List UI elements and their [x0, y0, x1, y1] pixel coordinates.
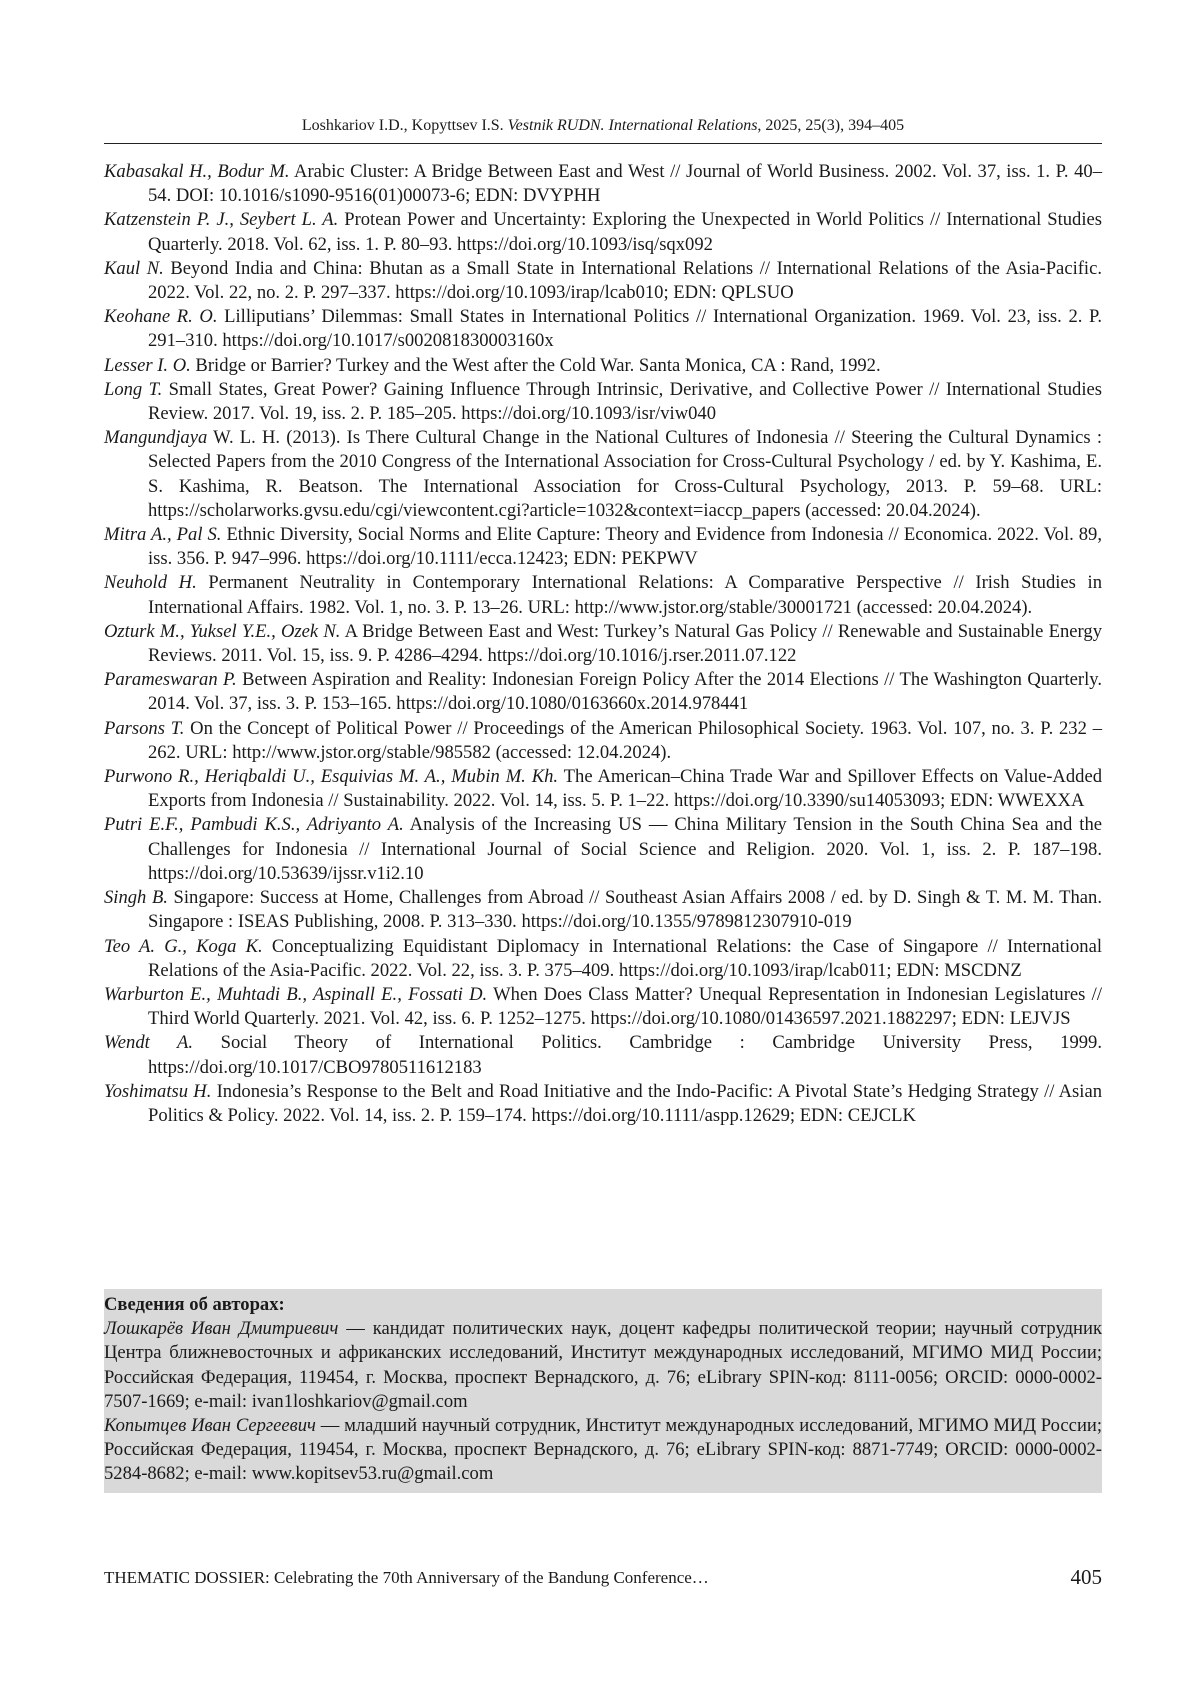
author-details: — кандидат политических наук, доцент кафедры политической теории; научный сотрудник Центра ближневосточных и африканских исследований, Институт международных исследований, МГИМО МИД России; Российская Федерация, 119454, г. Москва, проспект Вернадского, д. 76; eLibrary SPIN-код: 8111-0056; ORCID: 0000-0002-7507-1669; e-mail: ivan1loshkariov@gmail.com — [104, 1318, 1102, 1412]
reference-authors: Yoshimatsu H. — [104, 1080, 212, 1102]
reference-text: Singapore: Success at Home, Challenges from Abroad // Southeast Asian Affairs 2008 / ed. by D. Singh & T. M. M. Than. Singapore : ISEAS Publishing, 2008. P. 313–330. https://doi.org/10.1355/9789812307910-019 — [148, 887, 1102, 933]
reference-authors: Kabasakal H., Bodur M. — [104, 161, 290, 182]
reference-item — [104, 257, 1102, 305]
authors-info-heading: Сведения об авторах: — [104, 1294, 285, 1315]
reference-text: Protean Power and Uncertainty: Exploring the Unexpected in World Politics // International Studies Quarterly. 2018. Vol. 62, iss. 1. P. 80–93. https://doi.org/10.1093/isq/sqx092 — [148, 209, 1102, 255]
reference-item — [104, 1031, 1102, 1079]
author-name: Копытцев Иван Сергеевич — [104, 1415, 316, 1437]
reference-text: Indonesia’s Response to the Belt and Road Initiative and the Indo-Pacific: A Pivotal State’s Hedging Strategy // Asian Politics & Policy. 2022. Vol. 14, iss. 2. P. 159–174. https://doi.org/10.1111/aspp.12629; EDN: CEJCLK — [148, 1080, 1102, 1126]
reference-text: Social Theory of International Politics. Cambridge : Cambridge University Press, 1999. https://doi.org/10.1017/CBO9780511612183 — [148, 1032, 1102, 1078]
reference-authors: Ozturk M., Yuksel Y.E., Ozek N. — [104, 620, 341, 642]
reference-item — [104, 305, 1102, 353]
reference-authors: Lesser I. O. — [104, 354, 191, 376]
running-head — [104, 116, 1102, 136]
reference-item — [104, 620, 1102, 668]
reference-text: Beyond India and China: Bhutan as a Small State in International Relations // International Relations of the Asia-Pacific. 2022. Vol. 22, no. 2. P. 297–337. https://doi.org/10.1093/irap/lcab010; EDN: QPLSUO — [148, 257, 1102, 304]
reference-authors: Kaul N. — [104, 257, 164, 279]
reference-text: Small States, Great Power? Gaining Influence Through Intrinsic, Derivative, and Collective Power // International Studies Review. 2017. Vol. 19, iss. 2. P. 185–205. https://doi.org/10.1093/isr/viw040 — [148, 378, 1102, 425]
reference-text: Bridge or Barrier? Turkey and the West after the Cold War. Santa Monica, CA : Rand, 1992. — [190, 354, 881, 376]
reference-item — [104, 1080, 1102, 1128]
reference-authors: Keohane R. O. — [104, 306, 218, 328]
reference-authors: Warburton E., Muhtadi B., Aspinall E., Fossati D. — [104, 983, 488, 1005]
reference-authors: Putri E.F., Pambudi K.S., Adriyanto A. — [104, 814, 404, 836]
reference-text: Between Aspiration and Reality: Indonesian Foreign Policy After the 2014 Elections // The Washington Quarterly. 2014. Vol. 37, iss. 3. P. 153–165. https://doi.org/10.1080/0163660x.2014.978441 — [148, 669, 1103, 715]
reference-text: Permanent Neutrality in Contemporary International Relations: A Comparative Perspective // Irish Studies in International Affairs. 1982. Vol. 1, no. 3. P. 13–26. URL: http://www.jstor.org/stable/30001721 (accessed: 20.04.2024). — [148, 572, 1103, 618]
reference-text: Analysis of the Increasing US — China Military Tension in the South China Sea and the Challenges for Indonesia // International Journal of Social Science and Religion. 2020. Vol. 1, iss. 2. P. 187–198. https://doi.org/10.53639/ijssr.v1i2.10 — [148, 814, 1102, 884]
reference-item — [104, 523, 1102, 571]
reference-authors: Wendt A. — [104, 1032, 194, 1054]
reference-item — [104, 378, 1102, 426]
reference-item — [104, 983, 1102, 1031]
reference-authors: Mangundjaya — [104, 427, 208, 449]
reference-text: On the Concept of Political Power // Proceedings of the American Philosophical Society. 1963. Vol. 107, no. 3. P. 232 – 262. URL: http://www.jstor.org/stable/985582 (accessed: 12.04.2024). — [148, 717, 1102, 763]
footer-dossier-title: THEMATIC DOSSIER: Celebrating the 70th Anniversary of the Bandung Conference… — [104, 1568, 709, 1587]
reference-authors: Singh B. — [104, 887, 168, 909]
running-head-journal: Vestnik RUDN. International Relations — [507, 117, 758, 134]
reference-text: A Bridge Between East and West: Turkey’s Natural Gas Policy // Renewable and Sustainable Energy Reviews. 2011. Vol. 15, iss. 9. P. 4286–4294. https://doi.org/10.1016/j.rser.2011.07.122 — [148, 620, 1102, 667]
reference-authors: Katzenstein P. J., Seybert L. A. — [104, 209, 339, 231]
reference-item — [104, 668, 1102, 716]
reference-authors: Mitra A., Pal S. — [104, 524, 222, 546]
reference-text: Lilliputians’ Dilemmas: Small States in International Politics // International Organization. 1969. Vol. 23, iss. 2. P. 291–310. https://doi.org/10.1017/s002081830003160x — [148, 306, 1102, 352]
reference-authors: Parsons T. — [104, 717, 185, 739]
reference-item — [104, 886, 1102, 934]
running-head-issue: , 2025, 25(3), 394–405 — [757, 117, 905, 134]
author-name: Лошкарёв Иван Дмитриевич — [104, 1318, 339, 1340]
reference-text: W. L. H. (2013). Is There Cultural Change in the National Cultures of Indonesia // Steering the Cultural Dynamics : Selected Papers from the 2010 Congress of the International Association for Cross-Cultural Psychology / ed. by Y. Kashima, E. S. Kashima, R. Beatson. The International Association for Cross-Cultural Psychology, 2013. P. 59–68. URL: https://scholarworks.gvsu.edu/cgi/viewcontent.cgi?article=1032&context=iaccp_papers (accessed: 20.04.2024). — [148, 427, 1102, 521]
reference-authors: Purwono R., Heriqbaldi U., Esquivias M. A., Mubin M. Kh. — [104, 766, 559, 788]
header-rule — [104, 143, 1102, 144]
reference-item — [104, 354, 1102, 378]
reference-text: The American–China Trade War and Spillover Effects on Value-Added Exports from Indonesia // Sustainability. 2022. Vol. 14, iss. 5. P. 1–22. https://doi.org/10.3390/su14053093; EDN: WWEXXA — [148, 766, 1102, 812]
reference-text: When Does Class Matter? Unequal Representation in Indonesian Legislatures // Third World Quarterly. 2021. Vol. 42, iss. 6. P. 1252–1275. https://doi.org/10.1080/01436597.2021.1882297; EDN: LEJVJS — [148, 983, 1102, 1030]
reference-item — [104, 813, 1102, 886]
authors-info-box — [104, 1289, 1102, 1493]
reference-item — [104, 426, 1102, 523]
reference-item — [104, 208, 1102, 256]
reference-item — [104, 765, 1102, 813]
reference-item — [104, 160, 1102, 208]
author-bio — [104, 1414, 1102, 1487]
reference-text: Conceptualizing Equidistant Diplomacy in International Relations: the Case of Singapore // International Relations of the Asia-Pacific. 2022. Vol. 22, iss. 3. P. 375–409. https://doi.org/10.1093/irap/lcab011; EDN: MSCDNZ — [148, 935, 1102, 981]
reference-item — [104, 571, 1102, 619]
reference-text: Arabic Cluster: A Bridge Between East and West // Journal of World Business. 2002. Vol. 37, iss. 1. P. 40–54. DOI: 10.1016/s1090-9516(01)00073-6; EDN: DVYPHH — [148, 161, 1102, 207]
reference-item — [104, 717, 1102, 765]
page-number: 405 — [1070, 1565, 1102, 1589]
reference-list — [104, 160, 1102, 1128]
reference-authors: Neuhold H. — [104, 572, 197, 594]
author-details: — младший научный сотрудник, Институт международных исследований, МГИМО МИД России; Российская Федерация, 119454, г. Москва, проспект Вернадского, д. 76; eLibrary SPIN-код: 8871-7749; ORCID: 0000-0002-5284-8682; e-mail: www.kopitsev53.ru@gmail.com — [104, 1415, 1103, 1485]
reference-text: Ethnic Diversity, Social Norms and Elite Capture: Theory and Evidence from Indonesia // Economica. 2022. Vol. 89, iss. 356. P. 947–996. https://doi.org/10.1111/ecca.12423; EDN: PEKPWV — [148, 524, 1103, 570]
reference-item — [104, 935, 1102, 983]
author-bio — [104, 1317, 1102, 1414]
running-head-authors: Loshkariov I.D., Kopyttsev I.S. — [301, 117, 504, 134]
reference-authors: Long T. — [104, 378, 163, 400]
reference-authors: Teo A. G., Koga K. — [104, 935, 263, 957]
reference-authors: Parameswaran P. — [104, 669, 237, 691]
